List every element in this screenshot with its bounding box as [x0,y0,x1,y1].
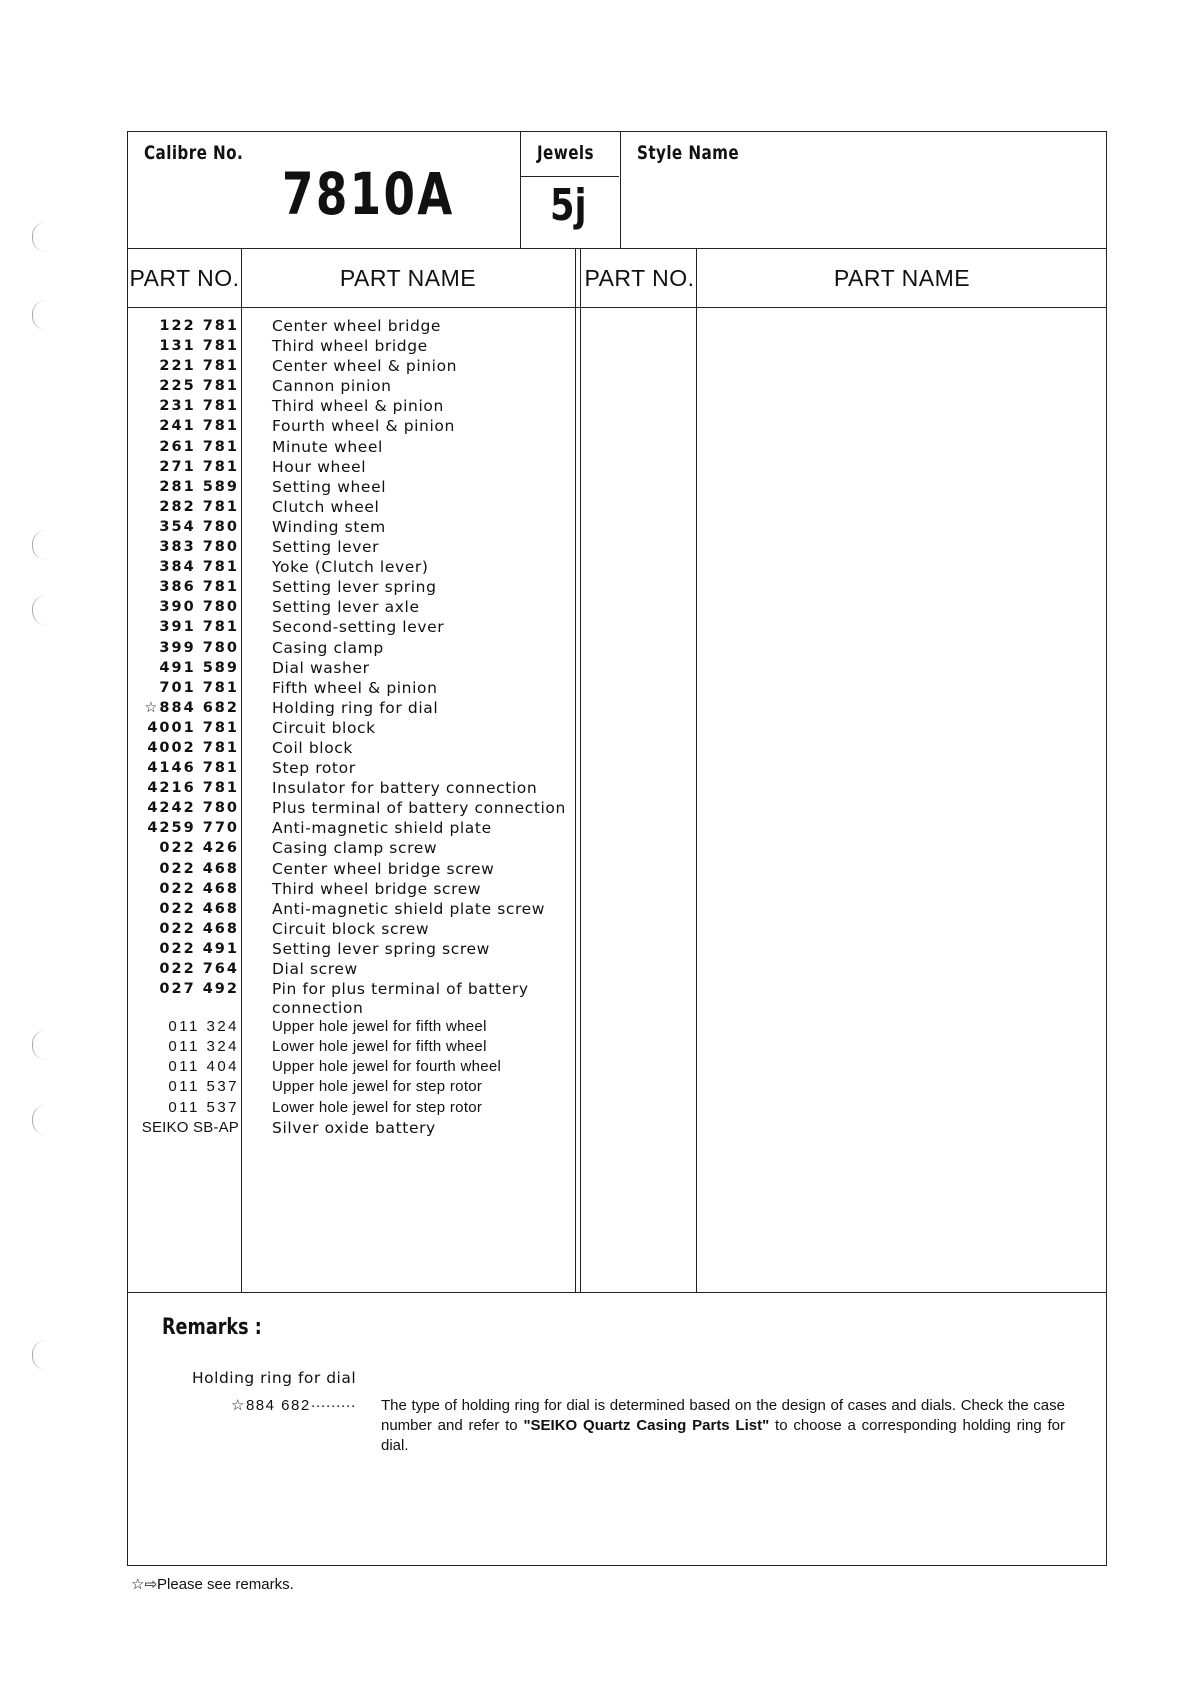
part-number: 281 589 [159,478,239,495]
part-number: 241 781 [159,418,239,435]
parts-row [128,437,608,457]
part-number: 011 537 [168,1098,239,1116]
scan-margin-mark [32,1340,47,1370]
parts-row [128,798,608,818]
col-part-name-left: PART NAME [339,265,477,291]
part-name: Setting lever spring screw [272,939,490,958]
remarks-title: Remarks : [162,1315,262,1340]
footnote: ☆⇨Please see remarks. [131,1576,294,1593]
part-number: 225 781 [159,378,239,395]
part-name: Center wheel bridge [272,317,442,335]
calibre-cell [128,132,521,248]
part-number: 390 780 [159,599,239,616]
parts-row [128,617,608,637]
part-name: Upper hole jewel for fifth wheel [272,1018,487,1036]
part-number: 011 404 [168,1058,239,1076]
parts-sheet [127,131,1107,1566]
part-name: Third wheel bridge [272,337,428,356]
part-name: Dial washer [272,658,370,677]
part-number: 384 781 [159,559,239,576]
jewels-label: Jewels [537,142,594,164]
parts-row [128,577,608,597]
part-number: 386 781 [159,579,239,596]
parts-row [128,457,608,477]
parts-row [128,678,608,698]
part-number: 022 468 [159,920,239,937]
column-header-row [128,248,1106,308]
part-number: 231 781 [159,398,239,415]
parts-row [128,718,608,738]
parts-row [128,979,608,999]
part-name: Step rotor [272,759,356,778]
parts-row [128,758,608,778]
parts-row [128,597,608,617]
remarks-section [128,1292,1106,1565]
calibre-label: Calibre No. [144,142,244,164]
parts-row [128,818,608,838]
part-name: Silver oxide battery [272,1118,436,1137]
part-name: Pin for plus terminal of battery [272,980,529,999]
parts-row [128,859,608,879]
part-name-continued: connection [272,999,364,1018]
parts-row [128,738,608,758]
parts-row [128,899,608,919]
parts-row [128,1057,608,1077]
remarks-code: ☆884 682 [231,1397,311,1414]
part-number: 4242 780 [147,800,239,817]
part-number: 4216 781 [147,780,239,797]
part-number: 354 780 [159,518,239,535]
parts-row [128,879,608,899]
part-number: 011 537 [168,1078,239,1096]
parts-row [128,959,608,979]
parts-row [128,1077,608,1097]
part-number: 022 468 [159,880,239,897]
style-name-label: Style Name [637,142,740,164]
remarks-text-bold: "SEIKO Quartz Casing Parts List" [523,1417,770,1434]
parts-row [128,939,608,959]
remarks-text-b: to choose a corresponding holding ring for dial. [381,1417,1065,1454]
part-name: Fourth wheel & pinion [272,417,455,436]
part-name: Anti-magnetic shield plate [272,819,492,838]
part-number: 122 781 [159,318,239,334]
part-number: 399 780 [159,639,239,656]
part-name: Casing clamp screw [272,839,438,858]
parts-row [128,1017,608,1037]
parts-row [128,517,608,537]
part-name: Upper hole jewel for fourth wheel [272,1058,502,1076]
part-number: 022 468 [159,860,239,877]
part-number: 221 781 [159,358,239,375]
part-number: ☆884 682 [144,699,239,716]
parts-row [128,316,608,336]
divider-right-partno [696,248,697,1292]
part-number: 022 426 [159,840,239,857]
part-number: 027 492 [159,981,239,998]
part-number: 4001 781 [147,719,239,736]
parts-row [128,778,608,798]
scan-margin-mark [32,1105,47,1135]
part-name: Center wheel bridge screw [272,859,495,878]
part-number: 383 780 [159,539,239,556]
calibre-number: 7810A [282,160,455,228]
parts-row [128,557,608,577]
part-name: Yoke (Clutch lever) [272,558,429,577]
parts-row [128,396,608,416]
parts-row [128,1037,608,1057]
part-name: Circuit block [272,718,376,737]
part-name: Fifth wheel & pinion [272,678,438,697]
part-name: Winding stem [272,517,386,536]
parts-row [128,638,608,658]
parts-row-continuation [128,999,608,1017]
part-number: 011 324 [168,1018,239,1036]
part-name: Upper hole jewel for step rotor [272,1078,483,1096]
part-number: 491 589 [159,659,239,676]
parts-row [128,919,608,939]
remarks-leader-dots: ········· [310,1397,356,1414]
part-name: Hour wheel [272,457,367,476]
part-name: Minute wheel [272,437,383,456]
part-name: Setting lever [272,538,380,557]
part-name: Anti-magnetic shield plate screw [272,899,546,918]
col-part-name-right: PART NAME [833,265,971,291]
part-number: 022 468 [159,900,239,917]
parts-row [128,497,608,517]
part-number: 701 781 [159,679,239,696]
jewels-value: 5j [550,180,587,231]
part-number: 4146 781 [147,760,239,777]
part-name: Dial screw [272,960,358,978]
part-number: 011 324 [168,1038,239,1056]
remarks-subtitle: Holding ring for dial [192,1369,357,1387]
part-number: 282 781 [159,498,239,515]
part-name: Circuit block screw [272,919,430,938]
remarks-text [381,1396,1065,1456]
col-part-no-right: PART NO. [584,265,695,291]
parts-row [128,1098,608,1118]
parts-list [128,316,608,1138]
part-number: SEIKO SB-AP [141,1118,239,1136]
scan-margin-mark [32,222,47,252]
style-name-cell [621,132,1106,248]
part-number: 261 781 [159,438,239,455]
part-name: Casing clamp [272,638,384,657]
part-name: Cannon pinion [272,377,392,396]
part-name: Third wheel bridge screw [272,879,482,898]
parts-row [128,416,608,436]
scan-margin-mark [32,1030,47,1060]
part-name: Setting lever axle [272,598,420,617]
parts-row [128,838,608,858]
parts-row [128,477,608,497]
part-name: Clutch wheel [272,497,380,516]
parts-row [128,537,608,557]
part-name: Lower hole jewel for fifth wheel [272,1038,487,1056]
scan-margin-mark [32,300,47,330]
part-name: Insulator for battery connection [272,779,538,798]
parts-row [128,336,608,356]
col-part-no-left: PART NO. [129,265,240,291]
part-number: 4002 781 [147,739,239,756]
parts-row [128,698,608,718]
parts-row [128,376,608,396]
part-number: 4259 770 [147,820,239,837]
part-name: Center wheel & pinion [272,357,458,376]
remarks-code-line [231,1396,356,1414]
scan-margin-mark [32,530,47,560]
part-name: Setting wheel [272,477,387,496]
part-name: Third wheel & pinion [272,397,444,416]
part-number: 022 764 [159,961,239,977]
part-number: 131 781 [159,338,239,355]
part-name: Second-setting lever [272,618,445,637]
part-name: Coil block [272,738,353,757]
part-name: Plus terminal of battery connection [272,799,566,818]
jewels-cell [521,132,621,248]
parts-row [128,1118,608,1138]
part-name: Setting lever spring [272,578,437,597]
remarks-text-a: The type of holding ring for dial is determined based on the design of cases and dials. Check the case number and refer to [381,1397,1065,1434]
parts-row [128,356,608,376]
part-number: 022 491 [159,940,239,957]
part-number: 391 781 [159,619,239,636]
part-name: Holding ring for dial [272,698,439,717]
part-number: 271 781 [159,458,239,475]
scan-margin-mark [32,595,47,625]
parts-row [128,658,608,678]
part-name: Lower hole jewel for step rotor [272,1098,483,1116]
